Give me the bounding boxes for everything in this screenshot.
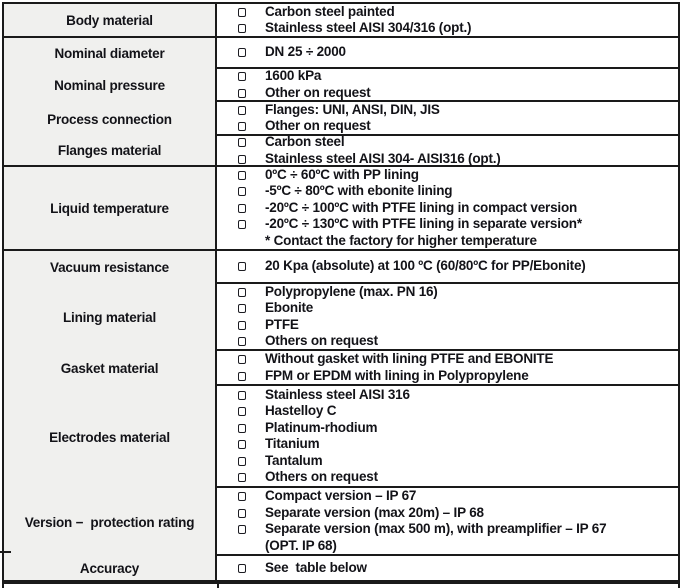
- spec-values-cell: [217, 38, 678, 69]
- checkbox-bullet-icon: [238, 288, 246, 297]
- checkbox-bullet-icon: [238, 440, 246, 449]
- spec-row: [4, 351, 678, 386]
- spec-item-text: -20ºC ÷ 100ºC with PTFE lining in compact version: [265, 199, 578, 215]
- spec-label: Nominal diameter: [54, 46, 165, 61]
- spec-label: Vacuum resistance: [50, 260, 169, 275]
- spec-row: [4, 284, 678, 351]
- spec-label: Gasket material: [60, 361, 159, 376]
- spec-values-cell: [217, 386, 678, 488]
- spec-item: [217, 333, 674, 350]
- checkbox-bullet-icon: [238, 155, 246, 164]
- spec-item: [217, 4, 674, 21]
- spec-label: Flanges material: [57, 143, 162, 158]
- spec-item: [217, 44, 674, 61]
- spec-item: [217, 118, 674, 135]
- spec-item: [217, 560, 674, 577]
- spec-label-cell: [4, 351, 217, 386]
- spec-row: [4, 136, 678, 167]
- spec-item-text: 20 Kpa (absolute) at 100 ºC (60/80ºC for PP/Ebonite): [265, 258, 586, 274]
- spec-label-cell: [4, 38, 217, 69]
- spec-label-cell: [4, 4, 217, 38]
- checkbox-bullet-icon: [238, 8, 246, 17]
- spec-label-cell: [4, 69, 217, 102]
- spec-item-text: Tantalum: [265, 452, 323, 468]
- spec-values-cell: [217, 284, 678, 351]
- spec-label: Body material: [66, 12, 153, 28]
- spec-item-text: Separate version (max 500 m), with preamplifier – IP 67: [265, 521, 607, 536]
- checkbox-bullet-icon: [238, 525, 246, 534]
- spec-item: [217, 233, 674, 250]
- checkbox-bullet-icon: [238, 407, 246, 416]
- column-divider-line: [217, 583, 219, 588]
- checkbox-bullet-icon: [238, 220, 246, 229]
- spec-label-cell: [4, 386, 217, 488]
- spec-row: [4, 38, 678, 69]
- spec-item-text: DN 25 ÷ 2000: [265, 44, 346, 60]
- spec-item-text: Separate version (max 20m) – IP 68: [265, 504, 484, 520]
- table-next-row-stub: [2, 583, 680, 588]
- spec-label-cell: [4, 284, 217, 351]
- checkbox-bullet-icon: [238, 473, 246, 482]
- spec-row: [4, 4, 678, 38]
- spec-item: [217, 317, 674, 334]
- spec-label: Lining material: [62, 310, 157, 325]
- spec-values-cell: [217, 136, 678, 167]
- checkbox-bullet-icon: [238, 138, 246, 147]
- spec-item: [217, 351, 674, 368]
- spec-label: Nominal pressure: [54, 78, 165, 93]
- spec-item-text: Ebonite: [265, 300, 314, 315]
- spec-row: [4, 386, 678, 488]
- spec-item: [217, 20, 674, 37]
- spec-item-text: * Contact the factory for higher temperature: [265, 232, 537, 248]
- spec-item: [217, 453, 674, 470]
- spec-label: Process connection: [47, 111, 172, 127]
- spec-item: [217, 167, 674, 184]
- spec-item-text: Stainless steel AISI 304/316 (opt.): [265, 20, 472, 35]
- spec-label-cell: [4, 102, 217, 136]
- spec-item-text: Flanges: UNI, ANSI, DIN, JIS: [265, 101, 440, 117]
- spec-item-text: 0ºC ÷ 60ºC with PP lining: [265, 166, 419, 182]
- spec-item-text: Compact version – IP 67: [265, 488, 417, 503]
- spec-item-text: Others on request: [265, 333, 378, 348]
- spec-item: [217, 258, 674, 275]
- spec-values-cell: [217, 251, 678, 284]
- spec-item: [217, 68, 674, 85]
- checkbox-bullet-icon: [238, 337, 246, 346]
- checkbox-bullet-icon: [238, 89, 246, 98]
- checkbox-bullet-icon: [238, 391, 246, 400]
- spec-item-text: (OPT. IP 68): [265, 537, 337, 553]
- checkbox-bullet-icon: [238, 424, 246, 433]
- spec-values-cell: [217, 167, 678, 251]
- spec-item: [217, 420, 674, 437]
- spec-item-text: Hastelloy C: [265, 403, 337, 418]
- spec-item: [217, 300, 674, 317]
- spec-item: [217, 85, 674, 102]
- spec-item: [217, 200, 674, 217]
- spec-item: [217, 216, 674, 233]
- spec-item: [217, 134, 674, 151]
- spec-item: [217, 538, 674, 555]
- checkbox-bullet-icon: [238, 355, 246, 364]
- checkbox-bullet-icon: [238, 171, 246, 180]
- spec-label: Accuracy: [79, 560, 140, 576]
- checkbox-bullet-icon: [238, 304, 246, 313]
- spec-item-text: Titanium: [265, 436, 320, 451]
- spec-item: [217, 521, 674, 538]
- spec-item: [217, 151, 674, 168]
- spec-item-text: Other on request: [265, 84, 371, 100]
- spec-item-text: Platinum-rhodium: [265, 419, 378, 435]
- checkbox-bullet-icon: [238, 106, 246, 115]
- spec-row: [4, 69, 678, 102]
- spec-item-text: See table below: [265, 559, 367, 575]
- spec-values-cell: [217, 351, 678, 386]
- spec-item-text: Without gasket with lining PTFE and EBONITE: [265, 351, 554, 366]
- checkbox-bullet-icon: [238, 24, 246, 33]
- spec-item-text: FPM or EPDM with lining in Polypropylene: [265, 367, 529, 383]
- spec-item-text: Other on request: [265, 118, 371, 133]
- spec-values-cell: [217, 556, 678, 580]
- checkbox-bullet-icon: [238, 122, 246, 131]
- spec-item: [217, 102, 674, 119]
- spec-item: [217, 488, 674, 505]
- spec-item-text: Carbon steel: [265, 134, 345, 149]
- left-edge-line-artifact: [0, 551, 11, 553]
- checkbox-bullet-icon: [238, 48, 246, 57]
- spec-item-text: Carbon steel painted: [265, 3, 395, 19]
- checkbox-bullet-icon: [238, 204, 246, 213]
- spec-values-cell: [217, 69, 678, 102]
- checkbox-bullet-icon: [238, 509, 246, 518]
- checkbox-bullet-icon: [238, 321, 246, 330]
- spec-values-cell: [217, 4, 678, 38]
- spec-item: [217, 284, 674, 301]
- spec-values-cell: [217, 488, 678, 556]
- spec-row: [4, 102, 678, 136]
- spec-label-cell: [4, 251, 217, 284]
- spec-label-cell: [4, 136, 217, 167]
- checkbox-bullet-icon: [238, 564, 246, 573]
- spec-item-text: -5ºC ÷ 80ºC with ebonite lining: [265, 183, 453, 199]
- spec-item-text: -20ºC ÷ 130ºC with PTFE lining in separate version*: [265, 216, 582, 232]
- spec-row: [4, 488, 678, 556]
- checkbox-bullet-icon: [238, 262, 246, 271]
- spec-item-text: Stainless steel AISI 304- AISI316 (opt.): [265, 150, 501, 166]
- spec-item-text: Others on request: [265, 469, 378, 484]
- spec-label-cell: [4, 488, 217, 556]
- spec-item-text: 1600 kPa: [265, 68, 322, 83]
- spec-item: [217, 469, 674, 486]
- spec-item: [217, 387, 674, 404]
- checkbox-bullet-icon: [238, 492, 246, 501]
- spec-label-cell: [4, 556, 217, 580]
- spec-values-cell: [217, 102, 678, 136]
- spec-row: [4, 251, 678, 284]
- spec-item: [217, 505, 674, 522]
- spec-label: Electrodes material: [49, 429, 170, 445]
- spec-item: [217, 368, 674, 385]
- spec-item-text: PTFE: [265, 316, 299, 332]
- spec-row: [4, 167, 678, 251]
- checkbox-bullet-icon: [238, 187, 246, 196]
- checkbox-bullet-icon: [238, 372, 246, 381]
- spec-label: Version − protection rating: [24, 514, 195, 530]
- checkbox-bullet-icon: [238, 457, 246, 466]
- spec-label: Liquid temperature: [50, 200, 169, 216]
- spec-item-text: Stainless steel AISI 316: [265, 386, 410, 402]
- spec-label-cell: [4, 167, 217, 251]
- spec-item: [217, 436, 674, 453]
- spec-item: [217, 403, 674, 420]
- checkbox-bullet-icon: [238, 72, 246, 81]
- spec-item-text: Polypropylene (max. PN 16): [265, 283, 438, 299]
- specification-table: [2, 2, 680, 584]
- spec-item: [217, 183, 674, 200]
- spec-row: [4, 556, 678, 580]
